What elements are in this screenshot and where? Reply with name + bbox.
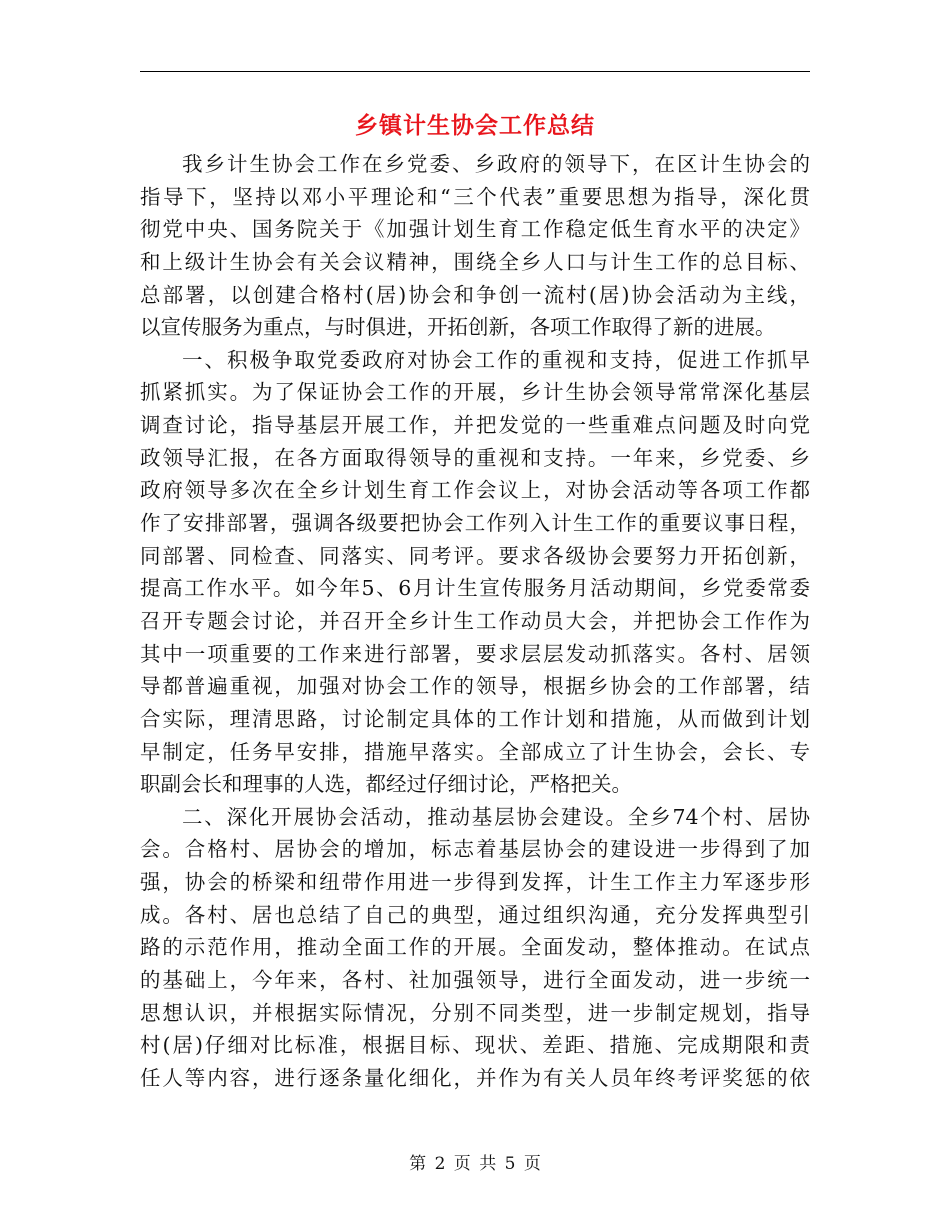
text-line: 合实际，理清思路，讨论制定具体的工作计划和措施，从而做到计划 (140, 706, 810, 731)
text-line: 召开专题会讨论，并召开全乡计生工作动员大会，并把协会工作作为 (140, 608, 810, 633)
text-line: 其中一项重要的工作来进行部署，要求层层发动抓落实。各村、居领 (140, 641, 810, 666)
text-line: 职副会长和理事的人选，都经过仔细讨论，严格把关。 (140, 772, 632, 797)
text-line: 总部署，以创建合格村(居)协会和争创一流村(居)协会活动为主线， (140, 282, 810, 307)
text-line: 政领导汇报，在各方面取得领导的重视和支持。一年来，乡党委、乡 (140, 445, 810, 470)
text-line: 作了安排部署，强调各级要把协会工作列入计生工作的重要议事日程， (140, 511, 810, 536)
text-line: 路的示范作用，推动全面工作的开展。全面发动，整体推动。在试点 (140, 935, 810, 960)
text-line: 提高工作水平。如今年5、6月计生宣传服务月活动期间，乡党委常委 (140, 576, 810, 601)
text-line: 村(居)仔细对比标准，根据目标、现状、差距、措施、完成期限和责 (140, 1033, 810, 1058)
text-line: 我乡计生协会工作在乡党委、乡政府的领导下，在区计生协会的 (182, 152, 810, 176)
text-line: 会。合格村、居协会的增加，标志着基层协会的建设进一步得到了加 (140, 837, 810, 862)
text-line: 强，协会的桥梁和纽带作用进一步得到发挥，计生工作主力军逐步形 (140, 870, 810, 895)
text-line: 的基础上，今年来，各村、社加强领导，进行全面发动，进一步统一 (140, 968, 810, 993)
document-body (140, 148, 810, 1095)
text-line: 和上级计生协会有关会议精神，围绕全乡人口与计生工作的总目标、 (140, 249, 810, 274)
text-line: 一、积极争取党委政府对协会工作的重视和支持，促进工作抓早 (182, 347, 810, 372)
text-line: 政府领导多次在全乡计划生育工作会议上，对协会活动等各项工作都 (140, 478, 810, 503)
document-title: 乡镇计生协会工作总结 (355, 112, 595, 139)
text-line: 二、深化开展协会活动，推动基层协会建设。全乡74个村、居协 (182, 804, 810, 829)
text-line: 成。各村、居也总结了自己的典型，通过组织沟通，充分发挥典型引 (140, 902, 810, 927)
text-line: 同部署、同检查、同落实、同考评。要求各级协会要努力开拓创新， (140, 543, 810, 568)
text-line: 思想认识，并根据实际情况，分别不同类型，进一步制定规划，指导 (140, 1000, 810, 1025)
text-line: 导都普遍重视，加强对协会工作的领导，根据乡协会的工作部署，结 (140, 674, 810, 699)
page-number: 第 2 页 共 5 页 (409, 1154, 541, 1174)
text-line: 调查讨论，指导基层开展工作，并把发觉的一些重难点问题及时向党 (140, 413, 810, 438)
text-line: 指导下，坚持以邓小平理论和“三个代表”重要思想为指导，深化贯 (140, 184, 810, 209)
header-rule (140, 71, 810, 72)
text-line: 早制定，任务早安排，措施早落实。全部成立了计生协会，会长、专 (140, 739, 810, 764)
text-line: 以宣传服务为重点，与时俱进，开拓创新，各项工作取得了新的进展。 (140, 315, 776, 340)
text-line: 彻党中央、国务院关于《加强计划生育工作稳定低生育水平的决定》 (140, 217, 810, 242)
text-line: 抓紧抓实。为了保证协会工作的开展，乡计生协会领导常常深化基层 (140, 380, 810, 405)
text-line: 任人等内容，进行逐条量化细化，并作为有关人员年终考评奖惩的依 (140, 1065, 810, 1090)
